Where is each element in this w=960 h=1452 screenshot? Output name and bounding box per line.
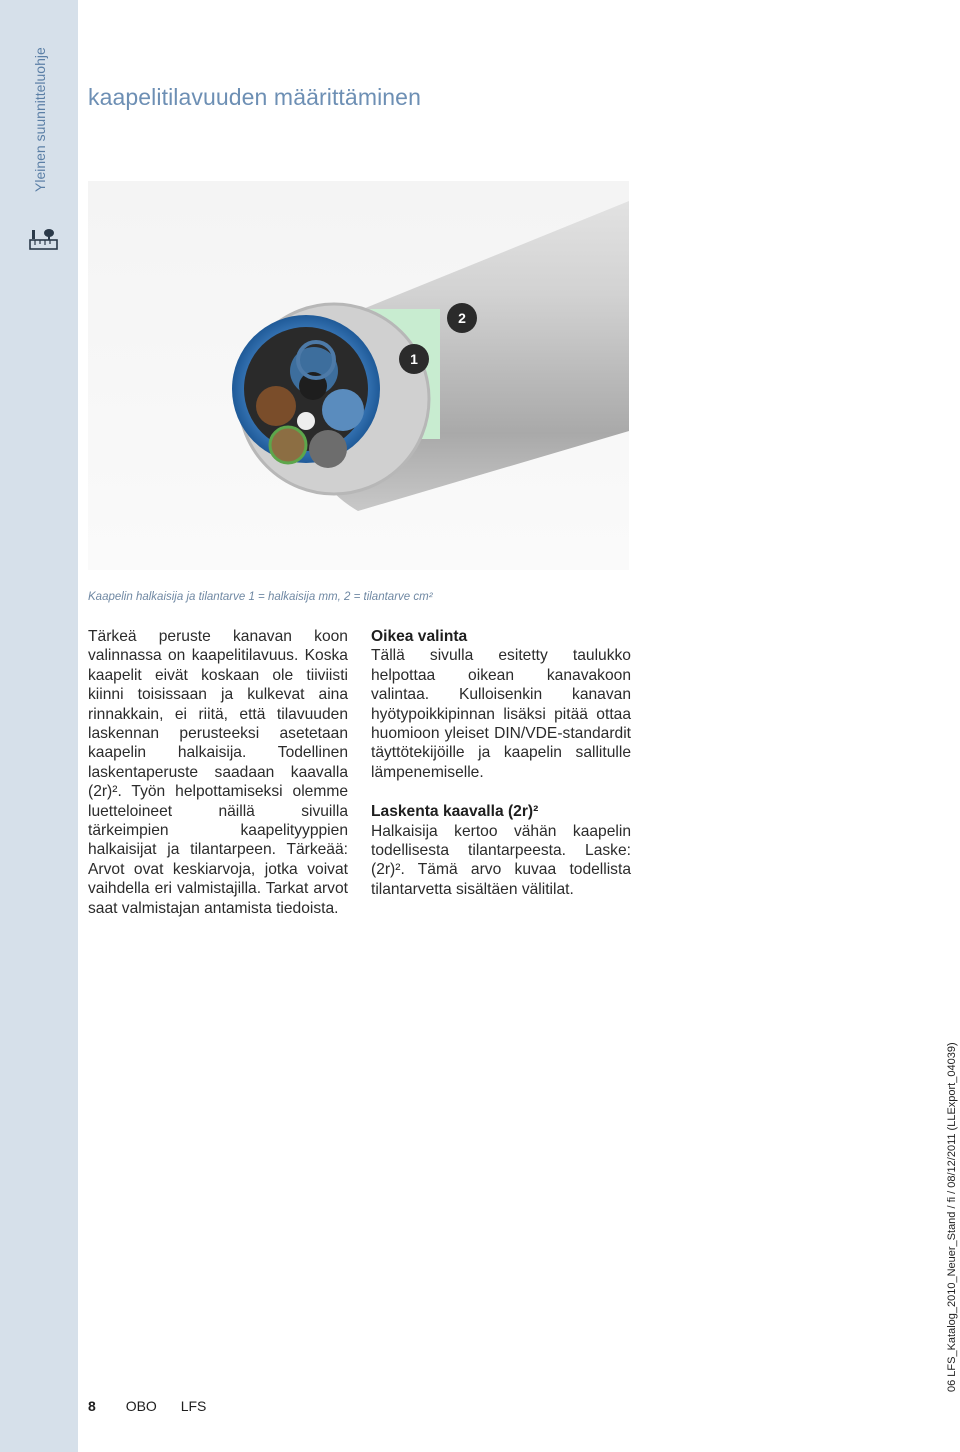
cable-cross-section-image xyxy=(88,181,629,570)
right-column xyxy=(371,627,631,899)
section-label: Yleinen suunnitteluohje xyxy=(32,47,48,192)
heading-laskenta: Laskenta kaavalla (2r)² xyxy=(371,803,539,821)
paragraph-laskenta: Halkaisija kertoo vähän kaapelin todellisesta tilantarpeesta. Laske: (2r)². Tämä arvo kuvaa todellista tilantarvetta sisältäen välitilat. xyxy=(371,822,631,898)
export-meta: 06 LFS_Katalog_2010_Neuer_Stand / fi / 08/12/2011 (LLExport_04039) xyxy=(946,1042,958,1392)
page-title: kaapelitilavuuden määrittäminen xyxy=(88,84,421,110)
paragraph-oikea-valinta: Tällä sivulla esitetty taulukko helpottaa oikean kanavakoon valintaa. Kulloisenkin kanavan hyötypoikkipinnan lisäksi pitää ottaa huomioon yleiset DIN/VDE-standardit täyttötekijöille ja kaapelin sallitulle lämpenemiselle. xyxy=(371,647,631,781)
product-name: LFS xyxy=(180,1398,207,1414)
body-paragraph: Tärkeä peruste kanavan koon valinnassa on kaapelitilavuus. Koska kaapelit eivät koskaan ole tiiviisti kiinni toisissaan ja kulkevat aina rinnakkain, ei riitä, että tilavuuden laskennan perusteeksi asetetaan kaapelin halkaisija. Todellinen laskentaperuste saadaan kaavalla (2r)². Työn helpottamiseksi olemme luetteloineet näillä sivuilla tärkeimpien kaapelityyppien halkaisijat ja tilantarpeen. Tärkeää: Arvot ovat keskiarvoja, jotka voivat vaihdella eri valmistajilla. Tarkat arvot saat valmistajan antamista tiedoista. xyxy=(88,628,348,917)
heading-oikea-valinta: Oikea valinta xyxy=(371,628,468,645)
ruler-tools-icon xyxy=(29,228,59,252)
left-column xyxy=(88,627,348,918)
brand-name: OBO xyxy=(125,1398,157,1414)
figure-caption: Kaapelin halkaisija ja tilantarve 1 = halkaisija mm, 2 = tilantarve cm² xyxy=(88,591,433,603)
footer xyxy=(88,1398,206,1414)
sidebar xyxy=(0,0,78,1452)
page-number: 8 xyxy=(88,1398,96,1414)
marker-2: 2 xyxy=(458,310,466,326)
marker-1: 1 xyxy=(410,351,418,367)
